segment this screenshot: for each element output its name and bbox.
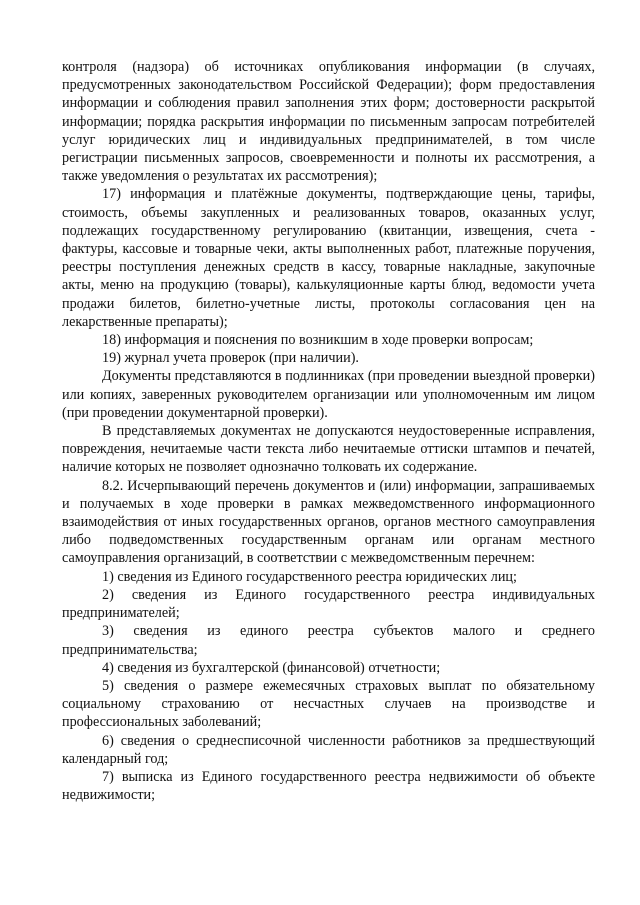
paragraph-no-corrections: В представляемых документах не допускаются неудостоверенные исправления, повреждения, нечитаемые части текста либо нечитаемые оттиски штампов и печатей, наличие которых не позволяет однозначно толковать их содержание. <box>62 423 595 476</box>
paragraph-item-17: 17) информация и платёжные документы, подтверждающие цены, тарифы, стоимость, объемы закупленных и реализованных товаров, оказанных услуг, подлежащих государственному регулированию (квитанции, извещения, счета - фактуры, кассовые и товарные чеки, акты выполненных работ, платежные поручения, реестры поступления денежных средств в кассу, товарные накладные, закупочные акты, меню на продукцию (товары), калькуляционные карты блюд, ведомости учета продажи билетов, билетно-учетные листы, протоколы согласования цен на лекарственные препараты); <box>62 186 595 330</box>
paragraph-continuation: контроля (надзора) об источниках опубликования информации (в случаях, предусмотренных законодательством Российской Федерации); форм предоставления информации и соблюдения правил заполнения этих форм; достоверности раскрытой информации; порядка раскрытия информации по письменным запросам потребителей услуг юридических лиц и индивидуальных предпринимателей, в том числе регистрации письменных запросов, своевременности и полноты их рассмотрения, а также уведомления о результатах их рассмотрения); <box>62 59 595 185</box>
list-item-3: 3) сведения из единого реестра субъектов малого и среднего предпринимательства; <box>62 623 595 658</box>
list-item-5: 5) сведения о размере ежемесячных страховых выплат по обязательному социальному страхованию от несчастных случаев на производстве и профессиональных заболеваний; <box>62 677 595 731</box>
document-page <box>62 58 595 804</box>
list-item-7: 7) выписка из Единого государственного реестра недвижимости об объекте недвижимости; <box>62 768 595 804</box>
paragraph-item-18: 18) информация и пояснения по возникшим в ходе проверки вопросам; <box>102 332 534 349</box>
paragraph-section-8-2: 8.2. Исчерпывающий перечень документов и (или) информации, запрашиваемых и получаемых в ходе проверки в рамках межведомственного информационного взаимодействия от иных государственных органов, органов местного самоуправления либо подведомственных государственным органам или органам местного самоуправления организаций, в соответствии с межведомственным перечнем: <box>62 477 595 567</box>
list-item-4: 4) сведения из бухгалтерской (финансовой) отчетности; <box>102 659 441 676</box>
list-item-2: 2) сведения из Единого государственного реестра индивидуальных предпринимателей; <box>62 586 595 622</box>
list-item-1: 1) сведения из Единого государственного реестра юридических лиц; <box>102 568 517 585</box>
paragraph-documents-originals: Документы представляются в подлинниках (при проведении выездной проверки) или копиях, заверенных руководителем организации или уполномоченным им лицом (при проведении документарной проверки). <box>62 368 595 421</box>
list-item-6: 6) сведения о среднесписочной численности работников за предшествующий календарный год; <box>62 732 595 767</box>
paragraph-item-19: 19) журнал учета проверок (при наличии). <box>102 350 359 367</box>
